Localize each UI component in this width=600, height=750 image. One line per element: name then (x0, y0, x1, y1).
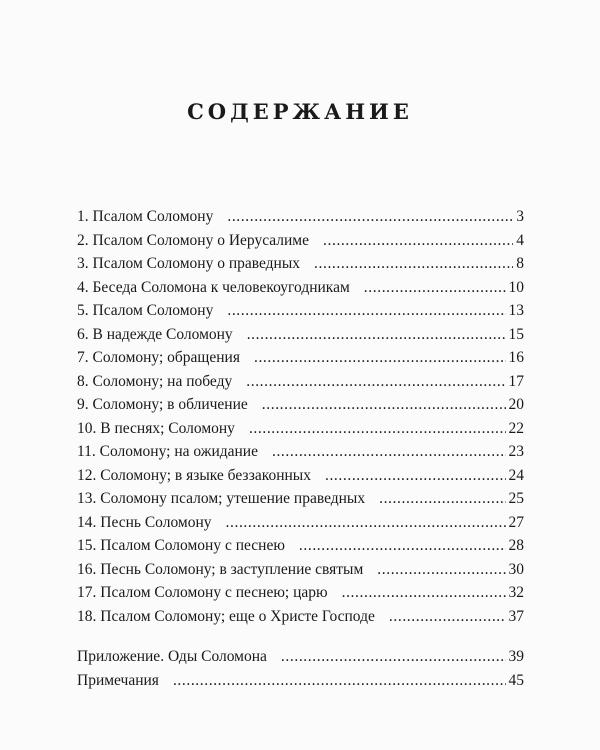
page-title: СОДЕРЖАНИЕ (187, 99, 413, 124)
toc-entry-1[interactable] (77, 205, 524, 229)
toc-entry-title: 11. Соломону; на ожидание (77, 443, 258, 460)
toc-entry-title: 18. Псалом Соломону; еще о Христе Господе (77, 607, 375, 625)
toc-entry-page: 22 (508, 419, 524, 437)
toc-entry-6[interactable] (77, 323, 524, 347)
toc-entry-page: 45 (508, 671, 524, 689)
toc-appendix-notes[interactable] (77, 669, 524, 693)
toc-entry-page: 30 (508, 560, 524, 578)
dot-leader (227, 299, 505, 323)
toc-entry-17[interactable] (77, 581, 524, 605)
dot-leader (246, 370, 505, 394)
toc-entry-page: 39 (508, 648, 524, 665)
dot-leader (389, 605, 506, 629)
toc-entry-title: 14. Песнь Соломону (77, 513, 212, 531)
dot-leader (377, 558, 505, 582)
toc-entry-15[interactable] (77, 534, 524, 558)
toc-entry-5[interactable] (77, 299, 524, 323)
toc-appendix-odes[interactable] (77, 645, 524, 669)
dot-leader (364, 276, 506, 300)
toc-entry-title: 5. Псалом Соломону (77, 302, 214, 319)
toc-entry-title: 6. В надежде Соломону (77, 325, 233, 343)
dot-leader (325, 464, 506, 488)
toc-entry-page: 10 (508, 278, 524, 296)
toc-entry-13[interactable] (77, 487, 524, 511)
toc-entry-title: 9. Соломону; в обличение (77, 396, 248, 413)
toc-entry-14[interactable] (77, 511, 524, 535)
toc-entry-page: 32 (508, 584, 524, 601)
toc-entry-title: 17. Псалом Соломону с песнею; царю (77, 584, 328, 601)
toc-entry-18[interactable] (77, 605, 524, 629)
dot-leader (226, 511, 506, 535)
dot-leader (227, 205, 513, 229)
toc-entry-title: Приложение. Оды Соломона (77, 648, 267, 665)
dot-leader (281, 645, 506, 669)
section-gap (77, 628, 524, 645)
toc-entry-7[interactable] (77, 346, 524, 370)
toc-entry-title: 8. Соломону; на победу (77, 372, 233, 390)
dot-leader (323, 229, 513, 253)
toc-entry-title: 16. Песнь Соломону; в заступление святым (77, 560, 364, 578)
table-of-contents (77, 205, 524, 692)
toc-entry-4[interactable] (77, 276, 524, 300)
dot-leader (247, 323, 506, 347)
toc-entry-title: 7. Соломону; обращения (77, 349, 240, 366)
toc-entry-title: 13. Соломону псалом; утешение праведных (77, 490, 366, 507)
toc-entry-10[interactable] (77, 417, 524, 441)
dot-leader (262, 393, 506, 417)
toc-entry-page: 25 (508, 490, 524, 507)
toc-entry-11[interactable] (77, 440, 524, 464)
dot-leader (249, 417, 506, 441)
toc-entry-title: 15. Псалом Соломону с песнею (77, 537, 285, 554)
dot-leader (299, 534, 506, 558)
dot-leader (272, 440, 506, 464)
toc-entry-page: 4 (516, 231, 524, 249)
toc-entry-title: 2. Псалом Соломону о Иерусалиме (77, 231, 310, 249)
toc-entry-title: 3. Псалом Соломону о праведных (77, 255, 301, 272)
toc-entry-16[interactable] (77, 558, 524, 582)
toc-entry-page: 13 (508, 302, 524, 319)
dot-leader (314, 252, 513, 276)
toc-entry-9[interactable] (77, 393, 524, 417)
toc-entry-8[interactable] (77, 370, 524, 394)
toc-entry-title: 10. В песнях; Соломону (77, 419, 235, 437)
toc-entry-page: 15 (508, 325, 524, 343)
toc-entry-page: 27 (508, 513, 524, 531)
dot-leader (254, 346, 506, 370)
dot-leader (342, 581, 506, 605)
toc-entry-3[interactable] (77, 252, 524, 276)
toc-entry-title: 4. Беседа Соломона к человекоугодникам (77, 278, 350, 296)
toc-entry-page: 37 (508, 607, 524, 625)
dot-leader (379, 487, 505, 511)
toc-entry-page: 23 (508, 443, 524, 460)
toc-entry-page: 3 (516, 208, 524, 225)
toc-entry-title: Примечания (77, 671, 159, 689)
toc-entry-page: 20 (508, 396, 524, 413)
toc-entry-page: 17 (508, 372, 524, 390)
toc-entry-page: 28 (508, 537, 524, 554)
toc-entry-page: 24 (508, 466, 524, 484)
toc-entry-12[interactable] (77, 464, 524, 488)
toc-entry-title: 1. Псалом Соломону (77, 208, 214, 225)
dot-leader (173, 669, 506, 693)
toc-entry-page: 16 (508, 349, 524, 366)
toc-entry-2[interactable] (77, 229, 524, 253)
toc-entry-title: 12. Соломону; в языке беззаконных (77, 466, 311, 484)
toc-entry-page: 8 (516, 255, 524, 272)
